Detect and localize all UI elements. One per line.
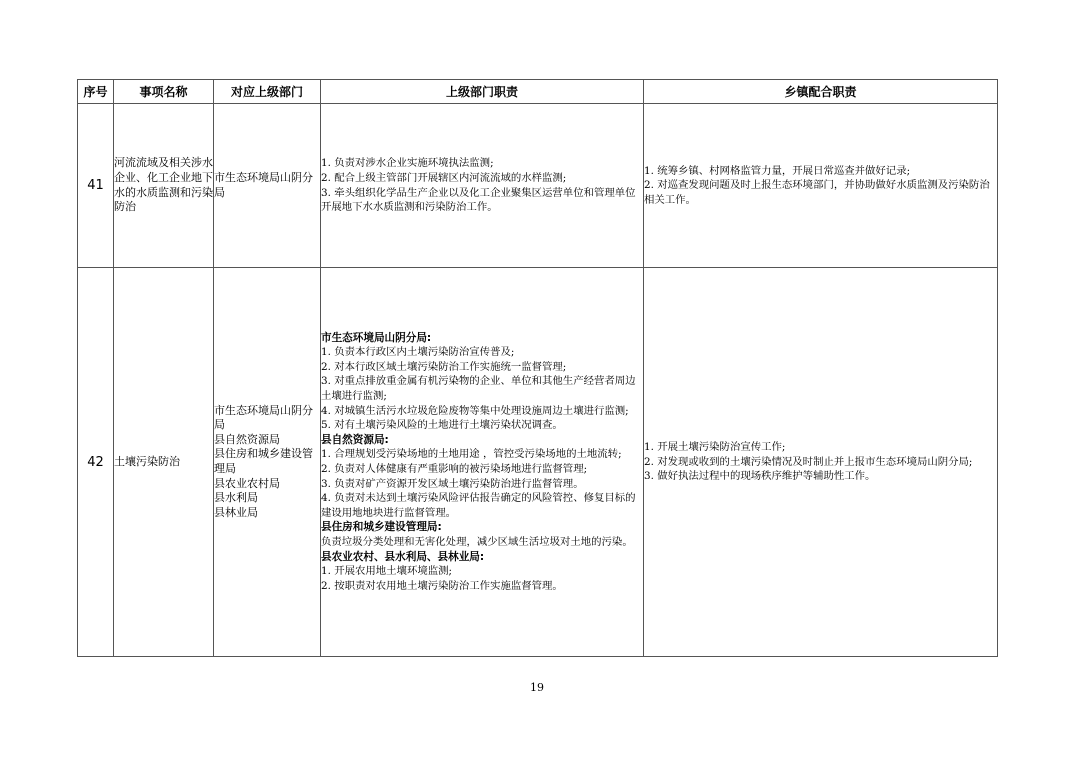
dept-name: 市生态环境局山阴分局 xyxy=(214,170,313,199)
duty-item: 1. 负责本行政区内土壤污染防治宣传普及; xyxy=(321,346,515,359)
duty-item: 1. 负责对涉水企业实施环境执法监测; xyxy=(321,157,494,170)
dept-name: 市生态环境局山阴分局 xyxy=(214,403,313,432)
duty-item: 1. 开展农用地土壤环境监测; xyxy=(321,565,453,578)
section-heading: 县农业农村、县水利局、县林业局: xyxy=(321,550,485,563)
row-depts xyxy=(214,268,321,657)
row-town-duties xyxy=(644,268,998,657)
header-superior-duties: 上级部门职责 xyxy=(321,80,644,104)
duty-item: 3. 做好执法过程中的现场秩序维护等辅助性工作。 xyxy=(644,470,876,483)
duty-item: 3. 负责对矿产资源开发区域土壤污染防治进行监督管理。 xyxy=(321,477,584,490)
header-name: 事项名称 xyxy=(114,80,214,104)
responsibility-table xyxy=(77,79,998,657)
row-seq: 42 xyxy=(78,268,114,657)
dept-name: 县住房和城乡建设管理局 xyxy=(214,447,313,475)
row-superior-duties xyxy=(321,268,644,657)
row-seq: 41 xyxy=(78,104,114,268)
section-heading: 县住房和城乡建设管理局: xyxy=(321,521,442,534)
page-number: 19 xyxy=(530,681,544,694)
duty-item: 2. 按职责对农用地土壤污染防治工作实施监督管理。 xyxy=(321,579,563,592)
dept-name: 县自然资源局 xyxy=(214,432,280,446)
row-item-name: 土壤污染防治 xyxy=(114,268,214,657)
duty-item: 2. 配合上级主管部门开展辖区内河流流域的水样监测; xyxy=(321,171,567,184)
row-town-duties xyxy=(644,104,998,268)
duty-item: 2. 对本行政区域土壤污染防治工作实施统一监督管理; xyxy=(321,360,567,373)
table-row xyxy=(78,268,998,657)
duty-item: 2. 对发现或收到的土壤污染情况及时制止并上报市生态环境局山阴分局; xyxy=(644,455,973,468)
duty-item: 4. 对城镇生活污水垃圾危险废物等集中处理设施周边土壤进行监测; xyxy=(321,404,629,417)
duty-item: 1. 开展土壤污染防治宣传工作; xyxy=(644,441,786,454)
duty-item: 3. 牵头组织化学品生产企业以及化工企业聚集区运营单位和管理单位开展地下水水质监测和污染防治工作。 xyxy=(321,186,636,214)
dept-name: 县林业局 xyxy=(214,505,258,519)
dept-name: 县农业农村局 xyxy=(214,476,280,490)
section-heading: 市生态环境局山阴分局: xyxy=(321,331,432,344)
duty-item: 2. 负责对人体健康有严重影响的被污染场地进行监督管理; xyxy=(321,463,588,475)
row-superior-duties xyxy=(321,104,644,268)
duty-item: 1. 统筹乡镇、村网格监管力量，开展日常巡查并做好记录; xyxy=(644,164,911,177)
duty-item: 4. 负责对未达到土壤污染风险评估报告确定的风险管控、修复目标的建设用地地块进行监督管理。 xyxy=(321,492,636,519)
header-seq: 序号 xyxy=(78,80,114,104)
row-item-name: 河流流域及相关涉水企业、化工企业地下水的水质监测和污染防治 xyxy=(114,104,214,268)
table-row xyxy=(78,104,998,268)
row-depts xyxy=(214,104,321,268)
header-dept: 对应上级部门 xyxy=(214,80,321,104)
duty-item: 3. 对重点排放重金属有机污染物的企业、单位和其他生产经营者周边土壤进行监测; xyxy=(321,375,636,403)
dept-name: 县水利局 xyxy=(214,491,258,505)
section-heading: 县自然资源局: xyxy=(321,433,389,446)
duty-item: 2. 对巡查发现问题及时上报生态环境部门，并协助做好水质监测及污染防治相关工作。 xyxy=(644,179,990,206)
table-header-row xyxy=(78,80,998,104)
header-town-duties: 乡镇配合职责 xyxy=(644,80,998,104)
duty-item: 1. 合理规划受污染场地的土地用途 ，管控受污染场地的土地流转; xyxy=(321,448,622,461)
duty-item: 负责垃圾分类处理和无害化处理，减少区域生活垃圾对土地的污染。 xyxy=(321,535,633,548)
duty-item: 5. 对有土壤污染风险的土地进行土壤污染状况调查。 xyxy=(321,419,563,432)
